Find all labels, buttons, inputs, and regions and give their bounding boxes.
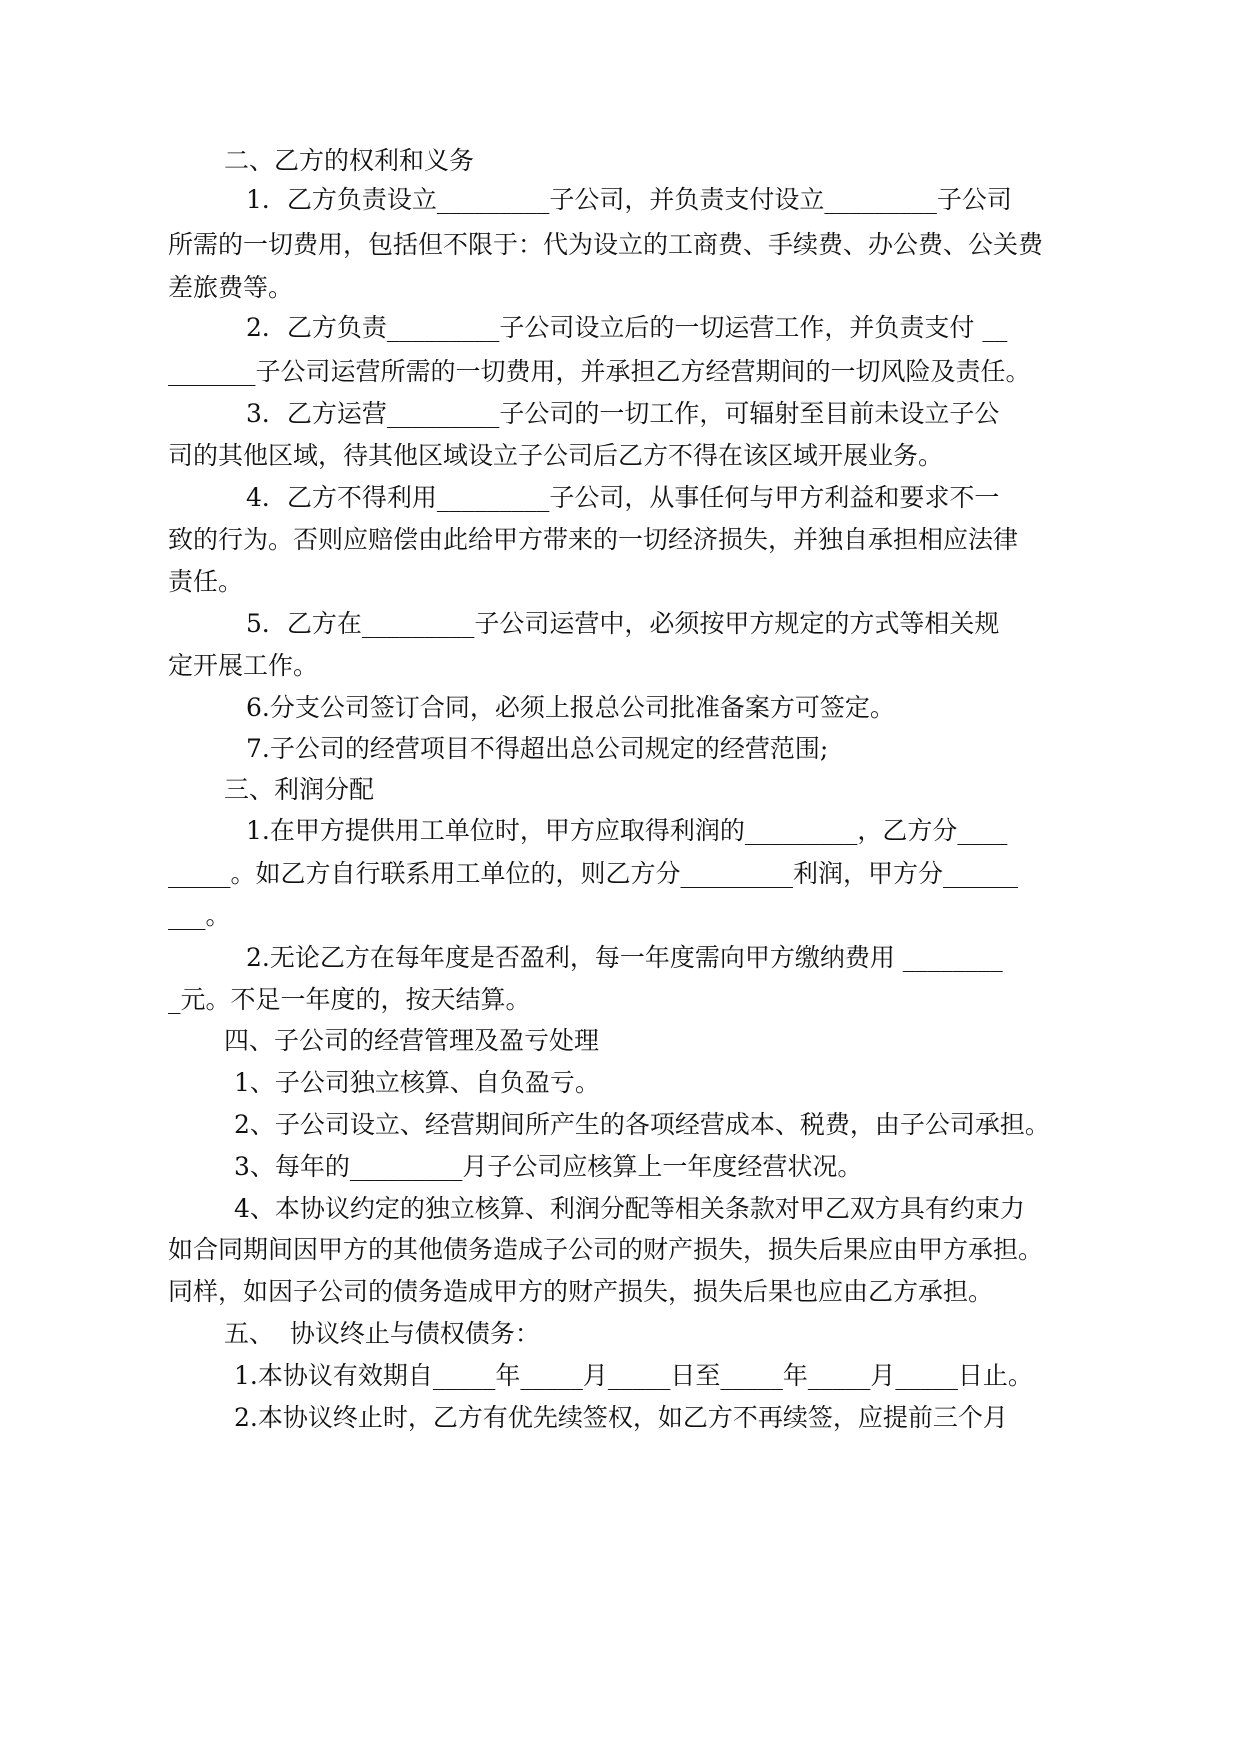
clause-2-1-line-1: 1．乙方负责设立_________子公司，并负责支付设立_________子公司 xyxy=(246,185,1012,214)
clause-3-2-line-1: 2.无论乙方在每年度是否盈利，每一年度需向甲方缴纳费用 ________ xyxy=(246,943,1003,972)
clause-3-1-line-1: 1.在甲方提供用工单位时，甲方应取得利润的_________，乙方分____ xyxy=(246,816,1008,845)
clause-5-2-line-1: 2.本协议终止时，乙方有优先续签权，如乙方不再续签，应提前三个月 xyxy=(234,1403,1008,1432)
clause-2-3-line-2: 司的其他区域，待其他区域设立子公司后乙方不得在该区域开展业务。 xyxy=(168,441,944,470)
clause-2-4-line-1: 4．乙方不得利用_________子公司，从事任何与甲方利益和要求不一 xyxy=(246,483,1000,512)
clause-4-1: 1、子公司独立核算、自负盈亏。 xyxy=(234,1068,600,1097)
clause-3-1-line-3: ___。 xyxy=(168,901,231,930)
clause-4-4-line-2: 如合同期间因甲方的其他债务造成子公司的财产损失，损失后果应由甲方承担。 xyxy=(168,1235,1044,1264)
clause-3-1-line-2: _____。如乙方自行联系用工单位的，则乙方分_________利润，甲方分______ xyxy=(168,859,1019,888)
clause-2-3-line-1: 3．乙方运营_________子公司的一切工作，可辐射至目前未设立子公 xyxy=(246,399,1000,428)
section-heading-2: 二、乙方的权利和义务 xyxy=(224,146,475,175)
clause-4-3: 3、每年的_________月子公司应核算上一年度经营状况。 xyxy=(234,1152,863,1181)
section-heading-4: 四、子公司的经营管理及盈亏处理 xyxy=(224,1026,600,1055)
clause-2-2-line-1: 2．乙方负责_________子公司设立后的一切运营工作，并负责支付 __ xyxy=(246,313,1008,342)
section-heading-3: 三、利润分配 xyxy=(224,775,375,804)
clause-2-5-line-1: 5．乙方在_________子公司运营中，必须按甲方规定的方式等相关规 xyxy=(246,609,1000,638)
clause-2-4-line-3: 责任。 xyxy=(168,567,244,596)
clause-2-5-line-2: 定开展工作。 xyxy=(168,651,319,680)
clause-4-4-line-3: 同样，如因子公司的债务造成甲方的财产损失，损失后果也应由乙方承担。 xyxy=(168,1277,994,1306)
clause-2-2-line-2: _______子公司运营所需的一切费用，并承担乙方经营期间的一切风险及责任。 xyxy=(168,357,1031,386)
clause-4-4-line-1: 4、本协议约定的独立核算、利润分配等相关条款对甲乙双方具有约束力 xyxy=(234,1194,1025,1223)
clause-2-4-line-2: 致的行为。否则应赔偿由此给甲方带来的一切经济损失，并独自承担相应法律 xyxy=(168,525,1019,554)
clause-2-1-line-2: 所需的一切费用，包括但不限于：代为设立的工商费、手续费、办公费、公关费 xyxy=(168,230,1044,259)
clause-2-1-line-3: 差旅费等。 xyxy=(168,273,294,302)
clause-3-2-line-2: _元。不足一年度的，按天结算。 xyxy=(168,985,531,1014)
clause-5-1: 1.本协议有效期自_____年_____月_____日至_____年_____月_____日止。 xyxy=(234,1361,1033,1390)
clause-4-2: 2、子公司设立、经营期间所产生的各项经营成本、税费，由子公司承担。 xyxy=(234,1110,1050,1139)
section-heading-5: 五、 协议终止与债权债务： xyxy=(224,1319,540,1348)
clause-2-7: 7.子公司的经营项目不得超出总公司规定的经营范围; xyxy=(246,734,829,763)
clause-2-6: 6.分支公司签订合同，必须上报总公司批准备案方可签定。 xyxy=(246,693,895,722)
